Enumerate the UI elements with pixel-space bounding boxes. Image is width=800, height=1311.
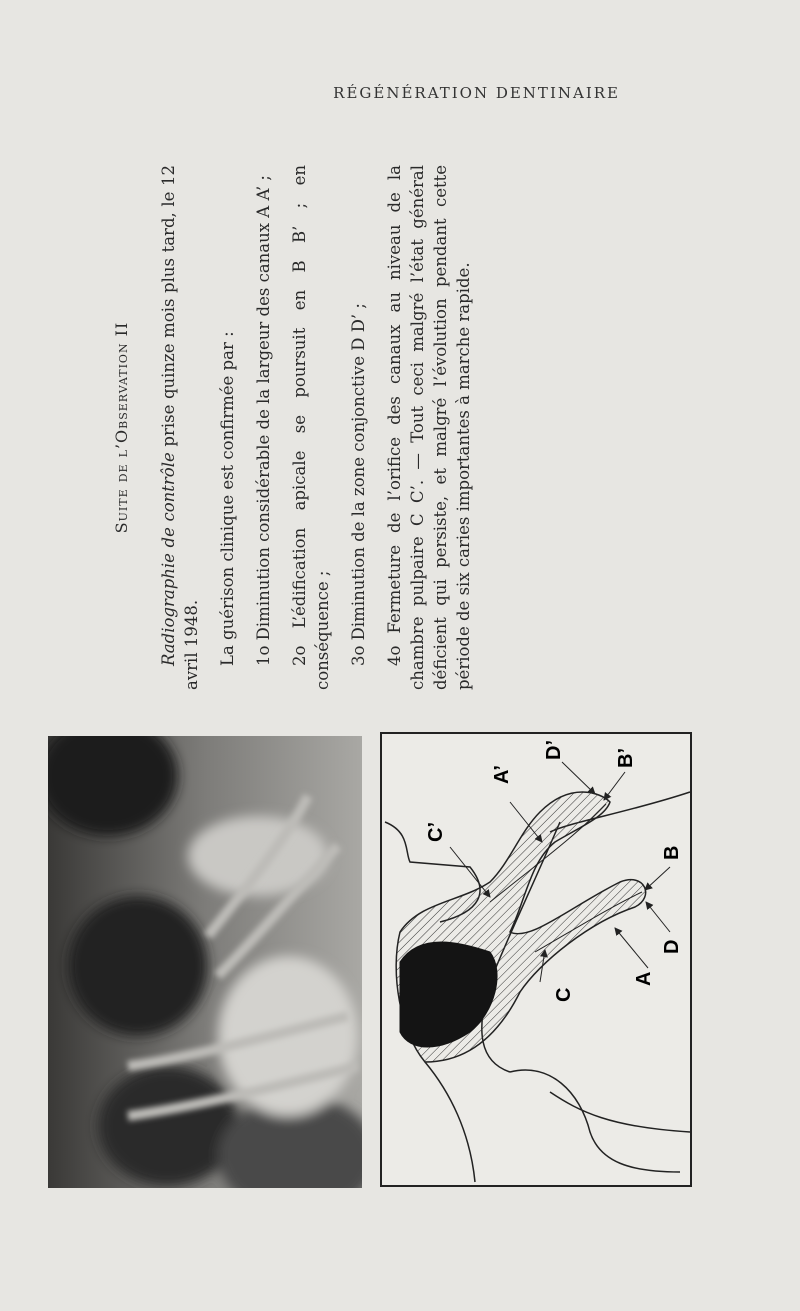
paragraph-guerison: La guérison clinique est confirmée par : <box>218 331 237 666</box>
list-item-2: 2o L’édification apicale se poursuit en B B’ ; en conséquence ; <box>290 165 332 690</box>
paragraph-rest: prise quinze mois plus tard, le 12 avril 1948. <box>159 164 201 690</box>
rotated-text-block <box>110 165 720 690</box>
italic-lead: Radiographie de contrôle <box>159 452 178 666</box>
list-item-3: 3o Diminution de la zone conjonctive D D’ ; <box>349 303 368 666</box>
label-c: C <box>553 987 575 1002</box>
label-a: A <box>633 971 655 986</box>
paragraph-radiographie <box>157 165 203 690</box>
label-d: D <box>661 939 683 954</box>
label-a-prime: A’ <box>491 765 513 784</box>
section-title: Suite de l’Observation II <box>112 321 131 534</box>
list-item-1: 1o Diminution considérable de la largeur des canaux A A’ ; <box>254 175 273 666</box>
running-head: RÉGÉNÉRATION DENTINAIRE <box>333 84 620 102</box>
list-item-4: 4o Fermeture de l’orifice des canaux au niveau de la chambre pulpaire C C’. — Tout ceci malgré l’état général déficient qui persiste, et malgré l’évolution pendant cette période de six caries importantes à marche rapide. <box>385 165 473 690</box>
label-c-prime: C’ <box>425 822 447 842</box>
label-d-prime: D’ <box>543 740 565 760</box>
label-b-prime: B’ <box>615 748 637 768</box>
label-b: B <box>661 845 683 860</box>
tooth-diagram <box>380 732 692 1187</box>
radiograph-photo <box>48 736 362 1188</box>
